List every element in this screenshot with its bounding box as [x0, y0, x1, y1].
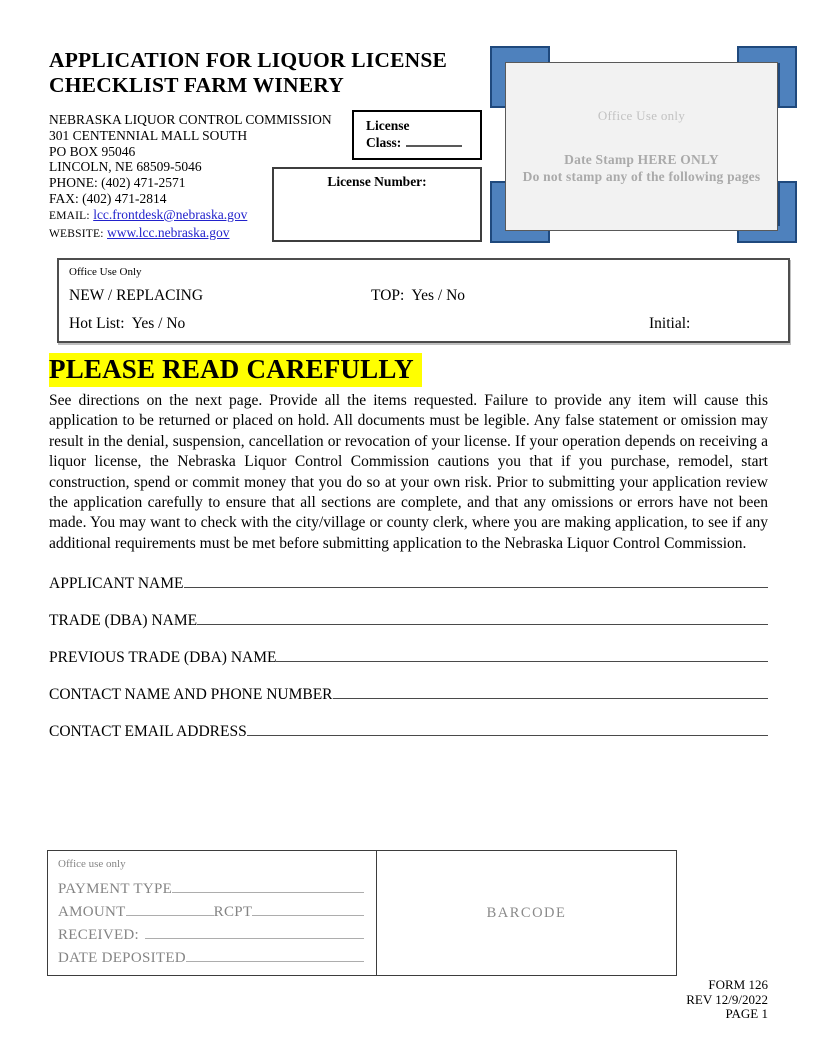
license-number-label: License Number:	[327, 174, 427, 189]
stamp-instruction-line2: Do not stamp any of the following pages	[522, 169, 761, 184]
agency-fax: FAX: (402) 471-2814	[49, 190, 167, 206]
trade-dba-name-blank-line[interactable]	[197, 609, 768, 625]
barcode-cell	[377, 851, 676, 975]
agency-phone: PHONE: (402) 471-2571	[49, 175, 186, 191]
form-number: FORM 126	[708, 977, 768, 992]
notice-paragraph: See directions on the next page. Provide all the items requested. Failure to provide any item will cause this application to be returned or placed on hold. All documents must be legible. Any false statement or omission may result in the denial, suspension, cancellation or revocation of your license. If your operation depends on receiving a liquor license, the Nebraska Liquor Control Commission cautions you that if you purchase, remodel, start construction, spend or commit money that you do so at your own risk. Prior to submitting your application review the application carefully to ensure that all sections are complete, and that any omissions or errors have not been made. You may want to check with the city/village or county clerk, where you are making application, to see if any additional requirements must be met before submitting application to the Nebraska Liquor Control Commission.	[49, 392, 768, 552]
payment-type-label: PAYMENT TYPE	[58, 881, 173, 897]
page-title-line2: CHECKLIST FARM WINERY	[49, 73, 344, 97]
please-read-carefully-heading: PLEASE READ CAREFULLY	[49, 353, 422, 387]
license-class-box	[352, 110, 482, 160]
amount-blank-line[interactable]	[126, 902, 214, 916]
license-class-label-line1: License	[366, 118, 410, 133]
trade-dba-name-label: TRADE (DBA) NAME	[49, 612, 198, 629]
applicant-name-field-row	[49, 572, 768, 593]
page-title-line1: APPLICATION FOR LIQUOR LICENSE	[49, 48, 448, 72]
payment-type-row	[58, 879, 364, 898]
barcode-label: BARCODE	[486, 904, 567, 921]
payment-details-cell	[48, 851, 377, 975]
date-deposited-row	[58, 948, 364, 967]
page-number: PAGE 1	[725, 1006, 768, 1022]
payment-type-blank-line[interactable]	[172, 879, 364, 893]
contact-email-blank-line[interactable]	[247, 720, 768, 736]
trade-dba-name-field-row	[49, 609, 768, 630]
contact-email-label: CONTACT EMAIL ADDRESS	[49, 723, 247, 740]
date-stamp-box	[505, 62, 778, 231]
previous-trade-dba-name-blank-line[interactable]	[276, 646, 768, 662]
office-use-only-box	[57, 258, 790, 343]
page-footer	[686, 978, 768, 1022]
website-label: WEBSITE:	[49, 227, 104, 240]
page-title	[49, 48, 447, 98]
top-yes-no-label: TOP: Yes / No	[371, 287, 466, 304]
amount-label: AMOUNT	[58, 904, 126, 920]
stamp-office-use-label: Office Use only	[597, 108, 686, 123]
received-row	[58, 925, 364, 944]
received-blank-line[interactable]	[145, 925, 364, 939]
license-class-blank-line[interactable]	[406, 145, 462, 147]
previous-trade-dba-name-label: PREVIOUS TRADE (DBA) NAME	[49, 649, 277, 666]
date-deposited-label: DATE DEPOSITED	[58, 950, 186, 966]
rcpt-label: RCPT	[213, 904, 253, 920]
payment-box-header: Office use only	[58, 858, 126, 870]
new-replacing-label: NEW / REPLACING	[69, 287, 204, 304]
contact-name-phone-label: CONTACT NAME AND PHONE NUMBER	[49, 686, 333, 703]
amount-rcpt-row	[58, 902, 364, 921]
date-deposited-blank-line[interactable]	[186, 948, 364, 962]
stamp-instruction-line1: Date Stamp HERE ONLY	[564, 152, 719, 167]
contact-email-field-row	[49, 720, 768, 741]
received-label: RECEIVED:	[58, 927, 140, 943]
agency-pobox: PO BOX 95046	[49, 143, 136, 159]
website-link[interactable]: www.lcc.nebraska.gov	[107, 224, 230, 240]
rcpt-blank-line[interactable]	[252, 902, 364, 916]
agency-name: NEBRASKA LIQUOR CONTROL COMMISSION	[49, 112, 332, 127]
hot-list-yes-no-label: Hot List: Yes / No	[69, 315, 186, 332]
revision-date: REV 12/9/2022	[686, 991, 768, 1007]
payment-office-use-box	[47, 850, 677, 976]
agency-street: 301 CENTENNIAL MALL SOUTH	[49, 127, 248, 143]
office-box-header: Office Use Only	[69, 266, 142, 278]
contact-name-phone-blank-line[interactable]	[333, 683, 768, 699]
license-class-label-line2: Class:	[366, 134, 480, 151]
previous-trade-dba-name-field-row	[49, 646, 768, 667]
license-number-box[interactable]	[272, 167, 482, 242]
contact-name-phone-field-row	[49, 683, 768, 704]
email-link[interactable]: lcc.frontdesk@nebraska.gov	[93, 206, 248, 222]
initial-label: Initial:	[649, 315, 691, 332]
applicant-name-blank-line[interactable]	[184, 572, 769, 588]
agency-city: LINCOLN, NE 68509-5046	[49, 159, 202, 175]
email-label: EMAIL:	[49, 209, 90, 222]
applicant-name-label: APPLICANT NAME	[49, 575, 184, 592]
